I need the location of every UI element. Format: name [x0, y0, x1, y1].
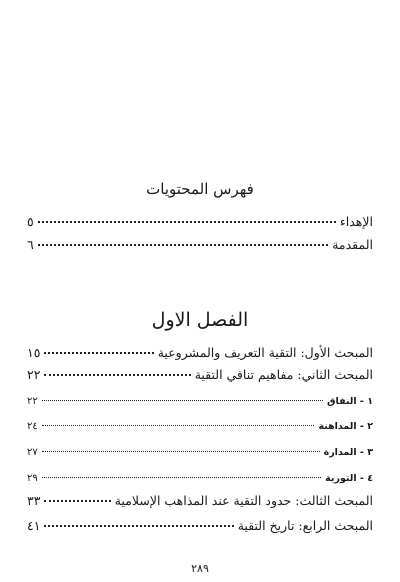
toc-entry-label: المبحث الأول: التقية التعريف والمشروعية	[157, 345, 373, 360]
toc-entry[interactable]	[27, 367, 373, 389]
toc-subentry-label: ٣ - المدارة	[323, 447, 373, 458]
toc-entry-dedication[interactable]	[27, 214, 373, 236]
toc-entry-page: ١٥	[27, 345, 41, 360]
toc-entry-label: الإهداء	[339, 214, 373, 229]
leader-dots	[44, 374, 190, 376]
toc-entry[interactable]	[27, 493, 373, 515]
leader-dots	[42, 400, 323, 401]
toc-subentry[interactable]	[27, 447, 373, 469]
toc-entry-label: المبحث الرابع: تاريخ التقية	[237, 518, 373, 533]
leader-dots	[38, 244, 328, 246]
toc-subentry[interactable]	[27, 396, 373, 418]
leader-dots	[42, 477, 321, 478]
toc-entry-page: ٤١	[27, 518, 41, 533]
toc-subentry[interactable]	[27, 421, 373, 443]
toc-entry-label: المبحث الثاني: مفاهيم تنافي التقية	[194, 367, 373, 382]
toc-subentry-page: ٢٩	[27, 473, 38, 484]
leader-dots	[42, 425, 315, 426]
toc-entry-page: ٦	[27, 237, 34, 252]
toc-entry-page: ٢٢	[27, 367, 41, 382]
leader-dots	[38, 221, 336, 223]
toc-entry-label: المبحث الثالث: حدود التقية عند المذاهب الإسلامية	[114, 493, 373, 508]
toc-subentry-label: ٤ - التورية	[325, 473, 373, 484]
toc-title: فهرس المحتويات	[146, 180, 254, 198]
toc-entry-introduction[interactable]	[27, 237, 373, 259]
toc-subentry-label: ٢ - المداهنة	[318, 421, 373, 432]
leader-dots	[44, 525, 233, 527]
toc-subentry[interactable]	[27, 473, 373, 495]
leader-dots	[44, 352, 153, 354]
toc-entry[interactable]	[27, 345, 373, 367]
chapter-title: الفصل الاول	[151, 309, 249, 331]
leader-dots	[42, 451, 320, 452]
toc-entry-label: المقدمة	[332, 237, 373, 252]
toc-entry-page: ٥	[27, 214, 34, 229]
toc-subentry-page: ٢٢	[27, 396, 38, 407]
toc-subentry-page: ٢٤	[27, 421, 38, 432]
toc-subentry-label: ١ - النفاق	[327, 396, 373, 407]
toc-entry-page: ٣٣	[27, 493, 41, 508]
leader-dots	[44, 500, 110, 502]
toc-entry[interactable]	[27, 518, 373, 540]
toc-subentry-page: ٢٧	[27, 447, 38, 458]
page-number: ٢٨٩	[191, 562, 209, 575]
